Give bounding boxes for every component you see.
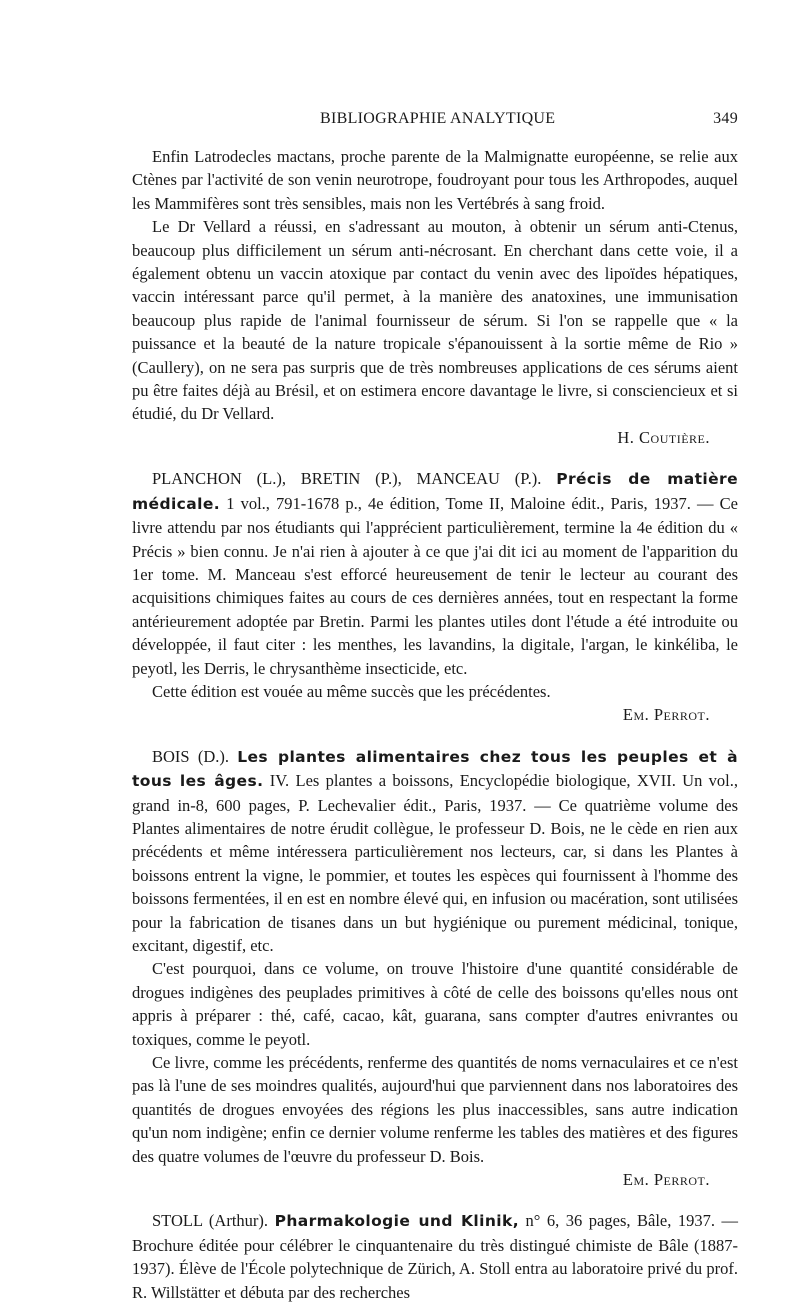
review3-title: Les plantes alimentaires chez tous les peuples et à tous les âges. <box>132 747 739 791</box>
review4-title: Pharmakologie und Klinik, <box>274 1212 520 1231</box>
running-header <box>132 110 738 132</box>
review2-closing: Cette édition est vouée au même succès que les précédentes. <box>152 681 551 701</box>
review3-entry <box>132 745 738 958</box>
review1-signature: H. Coutière. <box>617 427 710 447</box>
review4-author: STOLL (Arthur). <box>152 1211 269 1231</box>
review1-paragraph2: Le Dr Vellard a réussi, en s'adressant au mouton, à obtenir un sérum anti-Ctenus, beaucoup plus difficilement un sérum anti-nécrosant. En cherchant dans cette voie, il a également obtenu un vaccin atoxique par contact du venin avec des lipoïdes hépatiques, vaccin intéressant parce qu'il permet, à la manière des anatoxines, une immunisation beaucoup plus rapide de l'animal fournisseur de sérum. Si l'on se rappelle que « la puissance et la beauté de la nature tropicale s'épanouissent à la sortie même de Rio » (Caullery), on ne sera pas surpris que de très nombreuses applications de ces sérums aient pu être faites déjà au Brésil, et on estimera encore davantage le livre, si consciencieux et si étudié, du Dr Vellard. <box>132 217 738 424</box>
review3-author: BOIS (D.). <box>152 746 229 766</box>
review1-paragraph1: Enfin Latrodecles mactans, proche parente de la Malmignatte européenne, se relie aux Ctènes par l'activité de son venin neurotrope, foudroyant pour tous les Arthropodes, auquel les Mammifères sont très sensibles, mais non les Vertébrés à sang froid. <box>132 147 738 213</box>
review2-entry <box>132 467 738 680</box>
header-title: BIBLIOGRAPHIE ANALYTIQUE <box>320 110 556 127</box>
review3-paragraph3: Ce livre, comme les précédents, renferme des quantités de noms vernaculaires et ce n'est pas là l'une de ses moindres qualités, aujourd'hui que parviennent dans nos laboratoires des quantités de drogues envoyées des régions les plus inaccessibles, sans autre indication qu'un nom indigène; enfin ce dernier volume renferme les tables des matières et des figures des quatre volumes de l'œuvre du professeur D. Bois. <box>132 1053 738 1166</box>
review4-entry <box>132 1209 738 1304</box>
page-number: 349 <box>713 110 738 127</box>
review4-body: n° 6, 36 pages, Bâle, 1937. — Brochure éditée pour célébrer le cinquantenaire du très distingué chimiste de Bâle (1887-1937). Élève de l'École polytechnique de Zürich, A. Stoll entra au laboratoire privé du prof. R. Willstätter et débuta par des recherches <box>132 1211 739 1302</box>
review3-signature: Em. Perrot. <box>622 1170 710 1190</box>
review3-paragraph2: C'est pourquoi, dans ce volume, on trouve l'histoire d'une quantité considérable de drogues indigènes des peuplades primitives à côté de celle des boissons qu'elles nous ont appris à préparer : thé, café, cacao, kât, guarana, sans compter d'autres enivrantes ou toxiques, comme le peyotl. <box>132 959 738 1049</box>
review3-details: IV. Les plantes a boissons, Encyclopédie biologique, XVII. Un vol., grand in-8, 600 pages, P. Lechevalier édit., Paris, 1937. — Ce quatrième volume des Plantes alimentaires de notre érudit collègue, le professeur D. Bois, ne le cède en rien aux précédents et même intéressera particulièrement nos lecteurs, car, si dans les Plantes à boissons entrent la vigne, le pommier, et toutes les espèces qui fournissent à l'homme des boissons fermentées, il en est en nombre élevé qui, en infusion ou macération, sont utilisées pour la fabrication de tisanes dans un but hygiénique ou purement médicinal, tonique, excitant, digestif, etc. <box>132 771 739 955</box>
review2-authors: PLANCHON (L.), BRETIN (P.), MANCEAU (P.). <box>152 469 542 489</box>
body-text <box>132 145 738 1304</box>
review2-body: 1 vol., 791-1678 p., 4e édition, Tome II, Maloine édit., Paris, 1937. — Ce livre attendu par nos étudiants qui l'apprécient particulièrement, termine la 4e édition du « Précis » bien connu. Je n'ai rien à ajouter à ce que j'ai dit ici au moment de l'apparition du 1er tome. M. Manceau s'est efforcé heureusement de tenir le lecteur au courant des acquisitions chimiques faites au cours de ces dernières années, tout en respectant la forme antérieurement adoptée par Bretin. Parmi les plantes utiles dont l'étude a été introduite ou développée, il faut citer : les menthes, les lavandins, la digitale, l'argan, le kinkéliba, le peyotl, les Derris, le chrysanthème insecticide, etc. <box>132 493 739 678</box>
review2-title: Précis de matière médicale. <box>132 470 738 513</box>
review2-signature: Em. Perrot. <box>622 705 710 725</box>
